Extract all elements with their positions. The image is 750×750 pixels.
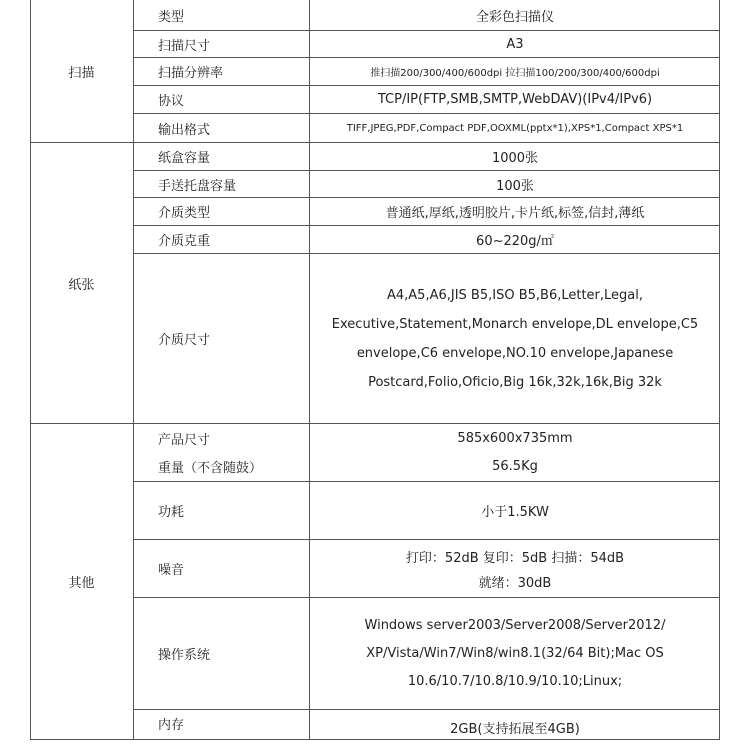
row-type bbox=[134, 0, 720, 31]
value-power: 小于1.5KW bbox=[481, 505, 549, 520]
label-memory: 内存 bbox=[134, 710, 310, 739]
value-size-weight bbox=[310, 424, 720, 481]
row-media-size bbox=[134, 254, 720, 424]
label-os: 操作系统 bbox=[134, 598, 310, 709]
value-cassette: 1000张 bbox=[491, 151, 539, 166]
row-size-weight bbox=[134, 424, 720, 482]
label-product-size: 产品尺寸 bbox=[158, 432, 211, 448]
value-memory: 2GB(支持拓展至4GB) bbox=[450, 722, 580, 737]
label-resolution: 扫描分辨率 bbox=[134, 58, 310, 85]
category-scan-label: 扫描 bbox=[68, 65, 95, 81]
row-bypass bbox=[134, 171, 720, 198]
label-media-type: 介质类型 bbox=[134, 198, 310, 225]
label-size-weight bbox=[134, 424, 310, 481]
value-noise bbox=[310, 540, 720, 597]
category-other bbox=[30, 424, 134, 740]
row-scan-size bbox=[134, 31, 720, 58]
value-type: 全彩色扫描仪 bbox=[475, 9, 554, 25]
value-bypass: 100张 bbox=[496, 178, 534, 194]
category-paper-label: 纸张 bbox=[68, 277, 95, 293]
value-protocol: TCP/IP(FTP,SMB,SMTP,WebDAV)(IPv4/IPv6) bbox=[377, 92, 653, 107]
value-product-size: 585x600x735mm bbox=[457, 430, 573, 446]
row-os bbox=[134, 598, 720, 710]
value-scan-size: A3 bbox=[506, 36, 524, 52]
row-noise bbox=[134, 540, 720, 598]
label-output-format: 输出格式 bbox=[134, 114, 310, 142]
label-cassette: 纸盒容量 bbox=[134, 143, 310, 170]
value-media-weight: 60~220g/㎡ bbox=[476, 234, 554, 249]
value-resolution: 推扫描200/300/400/600dpi 拉扫描100/200/300/400/600dpi bbox=[370, 68, 660, 79]
label-bypass: 手送托盘容量 bbox=[134, 171, 310, 197]
label-media-weight: 介质克重 bbox=[134, 226, 310, 253]
row-power bbox=[134, 482, 720, 540]
category-paper bbox=[30, 143, 134, 424]
value-os: Windows server2003/Server2008/Server2012/ XP/Vista/Win7/Win8/win8.1(32/64 Bit);Mac OS 10.6/10.7/10.8/10.9/10.10;Linux; bbox=[364, 617, 666, 689]
label-scan-size: 扫描尺寸 bbox=[134, 31, 310, 57]
label-type: 类型 bbox=[134, 0, 310, 30]
value-noise-line1: 打印：52dB 复印：5dB 扫描：54dB bbox=[405, 550, 625, 566]
label-weight: 重量（不含随鼓） bbox=[158, 461, 263, 477]
value-media-type: 普通纸,厚纸,透明胶片,卡片纸,标签,信封,薄纸 bbox=[385, 206, 645, 221]
row-output-format bbox=[134, 114, 720, 143]
row-media-weight bbox=[134, 226, 720, 254]
category-scan bbox=[30, 0, 134, 143]
label-noise: 噪音 bbox=[134, 540, 310, 597]
row-media-type bbox=[134, 198, 720, 226]
label-protocol: 协议 bbox=[134, 86, 310, 113]
row-protocol bbox=[134, 86, 720, 114]
row-memory bbox=[134, 710, 720, 740]
label-media-size: 介质尺寸 bbox=[134, 254, 310, 423]
spec-table bbox=[30, 0, 720, 740]
value-output-format: TIFF,JPEG,PDF,Compact PDF,OOXML(pptx*1),XPS*1,Compact XPS*1 bbox=[346, 122, 684, 134]
value-weight: 56.5Kg bbox=[492, 459, 538, 475]
label-power: 功耗 bbox=[134, 482, 310, 539]
value-media-size: A4,A5,A6,JIS B5,ISO B5,B6,Letter,Legal, Executive,Statement,Monarch envelope,DL envelope,C5 envelope,C6 envelope,NO.10 envelope,Japanese Postcard,Folio,Oficio,Big 16k,32k,16k,Big 32k bbox=[331, 287, 699, 390]
row-cassette bbox=[134, 143, 720, 171]
category-other-label: 其他 bbox=[68, 576, 95, 591]
value-noise-line2: 就绪：30dB bbox=[478, 575, 552, 591]
row-resolution bbox=[134, 58, 720, 86]
